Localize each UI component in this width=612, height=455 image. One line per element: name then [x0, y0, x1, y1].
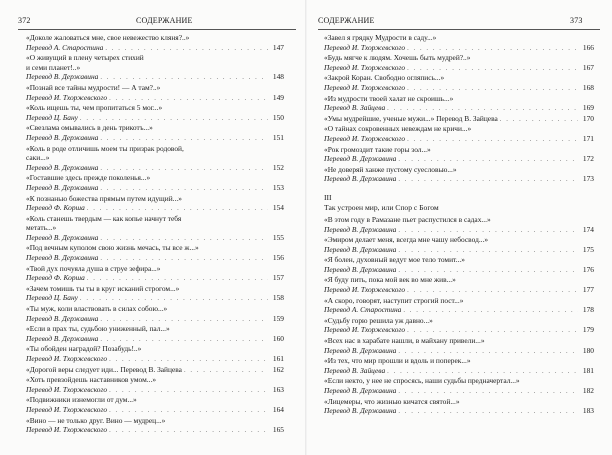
entry-translator: Перевод В. Державина [324, 224, 397, 234]
entry-translator: Перевод И. Тхоржевского [324, 285, 406, 295]
entry-title: «К познанью божества прямым путем идущий...» [26, 193, 182, 203]
entry-page-number: 180 [582, 345, 594, 355]
entry-page-number: 151 [272, 132, 284, 142]
toc-list [324, 33, 594, 417]
entry-page-number: 167 [582, 62, 594, 72]
section-numeral: III [324, 192, 332, 202]
entry-translator: Перевод И. Тхоржевского [26, 384, 108, 394]
entry-title: «Вино — не только друг. Вино — мудрец...» [26, 415, 166, 425]
section-title: Так устроен мир, или Спор с Богом [324, 202, 439, 212]
entry-title: «Коль в роде отличишь моем ты призрак родовой, [26, 143, 184, 153]
running-head: СОДЕРЖАНИЕ [136, 16, 193, 25]
entry-title: «Хоть превзойдешь наставников умом...» [26, 375, 157, 385]
entry-page-number: 163 [272, 384, 284, 394]
entry-title: «Доколе жаловаться мне, свое невежество кляня?..» [26, 33, 190, 42]
dot-leader [87, 274, 268, 284]
toc-entry [324, 275, 594, 295]
entry-title: «Свезлама омывались в день трикотъ...» [26, 123, 153, 133]
entry-page-number: 173 [582, 174, 594, 184]
page-number: 373 [570, 16, 583, 25]
dot-leader [100, 134, 268, 144]
dot-leader [407, 44, 578, 54]
toc-entry [324, 33, 594, 53]
dot-leader [100, 234, 268, 244]
entry-translator: Перевод В. Державина [26, 313, 99, 323]
toc-entry [324, 145, 594, 165]
entry-translator: Перевод В. Державина [324, 174, 397, 184]
entry-page-number: 166 [582, 42, 594, 52]
entry-title: «Подвижники изнемогли от дум...» [26, 395, 137, 405]
entry-title: «Коль ищешь ты, чем пропитаться 5 мог...» [26, 103, 163, 113]
entry-translator: Перевод И. Тхоржевского [324, 325, 406, 335]
dot-leader [407, 135, 578, 145]
entry-translator: Перевод Ц. Бану [26, 293, 78, 303]
toc-entry [324, 215, 594, 235]
entry-translator: Перевод В. Державина [324, 154, 397, 164]
entry-title: «Коль станешь твердым — как копье начнут тебя [26, 213, 182, 223]
dot-leader [398, 226, 578, 236]
dot-leader [109, 426, 268, 436]
toc-entry [26, 243, 284, 263]
entry-page-number: 183 [582, 406, 594, 416]
dot-leader [387, 367, 578, 377]
entry-page-number: 154 [272, 203, 284, 213]
dot-leader [407, 64, 578, 74]
toc-entry [26, 103, 284, 123]
entry-translator: Перевод В. Державина [324, 264, 397, 274]
toc-entry [324, 53, 594, 73]
entry-title: «Если в прах ты, судьбою униженный, пал...» [26, 324, 170, 334]
entry-page-number: 171 [582, 133, 594, 143]
entry-title: «Лицемеры, что жизнью кичатся святой...» [324, 396, 460, 406]
entry-page-number: 162 [272, 364, 284, 374]
entry-translator: Перевод И. Тхоржевского [26, 404, 108, 414]
entry-page-number: 164 [272, 404, 284, 414]
dot-leader [100, 335, 268, 345]
running-head: СОДЕРЖАНИЕ [318, 16, 375, 25]
entry-title: «Я буду пить, пока мой век во мне жив...» [324, 275, 456, 285]
dot-leader [80, 294, 268, 304]
entry-title: «Твой дух почуяла душа в струе зефира...» [26, 263, 161, 273]
header-rule [318, 29, 600, 30]
entry-translator: Перевод Ц. Бану [26, 112, 78, 122]
entry-translator: Перевод В. Зайцева [324, 103, 386, 113]
entry-title: «Познай все тайны мудрости! — А там?..» [26, 82, 161, 92]
toc-entry [26, 123, 284, 143]
entry-translator: Перевод В. Державина [324, 244, 397, 254]
section-heading [324, 193, 594, 213]
entry-translator: Перевод В. Державина [26, 162, 99, 172]
toc-entry [324, 165, 594, 185]
entry-translator: Перевод В. Державина [26, 182, 99, 192]
entry-page-number: 181 [582, 365, 594, 375]
entry-translator: Перевод А. Старостина [26, 42, 104, 52]
entry-page-number: 179 [582, 325, 594, 335]
entry-translator: Перевод В. Державина [26, 72, 99, 82]
toc-entry [324, 255, 594, 275]
entry-page-number: 147 [272, 42, 284, 52]
entry-page-number: 160 [272, 333, 284, 343]
entry-title: «Умы мудрейшие, ученые мужи...» Перевод В. Зайцева [324, 113, 498, 123]
entry-translator: Перевод И. Тхоржевского [324, 42, 406, 52]
entry-page-number: 157 [272, 273, 284, 283]
dot-leader [398, 266, 578, 276]
toc-entry [324, 94, 594, 114]
entry-translator: Перевод В. Державина [26, 132, 99, 142]
entry-page-number: 161 [272, 354, 284, 363]
entry-page-number: 153 [272, 182, 284, 192]
toc-entry [26, 416, 284, 436]
entry-title-continued: саки...» [26, 153, 50, 163]
dot-leader [500, 115, 578, 125]
entry-translator: Перевод В. Державина [26, 232, 99, 242]
entry-page-number: 169 [582, 103, 594, 113]
dot-leader [109, 386, 268, 396]
entry-translator: Перевод В. Державина [324, 406, 397, 416]
entry-page-number: 182 [582, 386, 594, 395]
toc-entry [26, 214, 284, 244]
entry-title: «Не доверяй ханже пустому суесловью...» [324, 164, 457, 174]
entry-title-continued: метать...» [26, 223, 57, 233]
entry-title: «О тайнах сокровенных невеждам не кричи...» [324, 124, 472, 134]
toc-entry [324, 296, 594, 316]
dot-leader [80, 114, 268, 124]
dot-leader [109, 94, 268, 104]
toc-entry [324, 397, 594, 417]
entry-page-number: 156 [272, 253, 284, 263]
dot-leader [398, 387, 578, 397]
entry-title: «Всех нас в харабате нашли, в майхану привели...» [324, 336, 485, 346]
entry-translator: Перевод В. Державина [26, 333, 99, 343]
entry-page-number: 172 [582, 154, 594, 164]
toc-entry [26, 324, 284, 344]
dot-leader [100, 254, 268, 264]
dot-leader [105, 44, 268, 54]
entry-translator: Перевод В. Зайцева [324, 365, 386, 375]
dot-leader [387, 104, 578, 114]
entry-title: «Гоставшие здесь прежде поколенья...» [26, 173, 151, 183]
toc-list [26, 33, 284, 436]
entry-page-number: 148 [272, 72, 284, 82]
right-page [306, 0, 612, 455]
entry-translator: Перевод И. Тхоржевского [324, 133, 406, 143]
entry-translator: Перевод И. Тхоржевского [26, 425, 108, 435]
entry-page-number: 150 [272, 112, 284, 122]
dot-leader [100, 315, 268, 325]
entry-title: «Дорогой веры следует иди... Перевод В. Зайцева [26, 364, 182, 374]
entry-title: «Завел я грядку Мудрости в саду...» [324, 33, 437, 42]
entry-page-number: 168 [582, 82, 594, 92]
entry-page-number: 165 [272, 425, 284, 435]
entry-translator: Перевод В. Державина [324, 386, 397, 395]
entry-title: «О живущий в плену четырех стихий [26, 53, 144, 63]
toc-entry [26, 33, 284, 53]
entry-title: «Рок громоздит такие горы зол...» [324, 144, 431, 154]
toc-entry [26, 365, 284, 376]
toc-entry [324, 235, 594, 255]
dot-leader [109, 355, 268, 365]
toc-entry [26, 284, 284, 304]
dot-leader [407, 84, 578, 94]
dot-leader [398, 347, 578, 357]
dot-leader [100, 164, 268, 174]
entry-page-number: 170 [582, 113, 594, 123]
entry-translator: Перевод И. Тхоржевского [324, 82, 406, 92]
header-rule [18, 29, 296, 30]
entry-translator: Перевод И. Тхоржевского [26, 92, 108, 102]
entry-page-number: 159 [272, 313, 284, 323]
entry-title: «Я болен, духовный ведут мое тело томит...» [324, 255, 465, 265]
entry-page-number: 158 [272, 293, 284, 303]
entry-title: «Ты муж, коли властвовать в силах собою...» [26, 304, 168, 314]
toc-entry [324, 356, 594, 376]
toc-entry [26, 304, 284, 324]
entry-page-number: 176 [582, 264, 594, 274]
dot-leader [407, 286, 578, 296]
entry-page-number: 174 [582, 224, 594, 234]
toc-entry [26, 395, 284, 415]
page-number: 372 [18, 16, 31, 25]
entry-translator: Перевод И. Тхоржевского [26, 354, 108, 363]
dot-leader [398, 407, 578, 417]
toc-entry [26, 264, 284, 284]
entry-title: «Ты обойден наградой? Позабудь!..» [26, 344, 142, 354]
entry-title: «Из тех, что мир прошли и вдоль и поперек...» [324, 356, 471, 366]
entry-page-number: 152 [272, 162, 284, 172]
dot-leader [100, 73, 268, 83]
toc-entry [26, 53, 284, 83]
toc-entry [324, 114, 594, 125]
entry-title: «Если некто, у нее не спросясь, наши судьбы предначертал...» [324, 376, 520, 386]
toc-entry [26, 375, 284, 395]
dot-leader [398, 155, 578, 165]
toc-entry [324, 376, 594, 396]
entry-page-number: 155 [272, 232, 284, 242]
entry-title-continued: и семи планет!..» [26, 62, 81, 72]
dot-leader [100, 184, 268, 194]
entry-translator: Перевод В. Державина [26, 253, 99, 263]
entry-title: «Под вечным куполом свою жизнь мечась, ты все ж...» [26, 243, 199, 253]
entry-page-number: 149 [272, 92, 284, 102]
entry-translator: Перевод А. Старостина [324, 305, 402, 315]
entry-title: «Эмиром делает меня, всегда мне чашу небосвод...» [324, 235, 489, 245]
toc-entry [324, 336, 594, 356]
dot-leader [407, 326, 578, 336]
toc-entry [324, 316, 594, 336]
toc-entry [324, 124, 594, 144]
entry-page-number: 175 [582, 244, 594, 254]
dot-leader [109, 406, 268, 416]
toc-entry [26, 83, 284, 103]
dot-leader [403, 306, 578, 316]
toc-entry [324, 73, 594, 93]
entry-page-number: 178 [582, 305, 594, 315]
entry-translator: Перевод Ф. Корша [26, 273, 85, 283]
entry-page-number: 177 [582, 285, 594, 295]
entry-title: «Судьбу горю решила уж давно...» [324, 315, 433, 325]
dot-leader [398, 175, 578, 185]
entry-title: «В этом году в Рамазане пьет распустился в садах...» [324, 214, 491, 224]
entry-title: «А скоро, говорят, наступит строгий пост...» [324, 295, 464, 305]
entry-title: «Зачем томишь ты ты в круг исканий строгом...» [26, 283, 180, 293]
toc-entry [26, 344, 284, 364]
entry-translator: Перевод И. Тхоржевского [324, 62, 406, 72]
dot-leader [398, 246, 578, 256]
entry-translator: Перевод В. Державина [324, 345, 397, 355]
entry-title: «Закрой Коран. Свободно огляпись...» [324, 73, 445, 83]
entry-title: «Будь мягче к людям. Хочешь быть мудрей?..» [324, 53, 471, 63]
toc-entry [26, 173, 284, 193]
toc-entry [26, 144, 284, 174]
entry-translator: Перевод Ф. Корша [26, 203, 85, 213]
dot-leader [184, 366, 268, 376]
dot-leader [87, 204, 268, 214]
entry-title: «Из мудрости твоей халат не скроишь...» [324, 93, 454, 103]
toc-entry [26, 194, 284, 214]
